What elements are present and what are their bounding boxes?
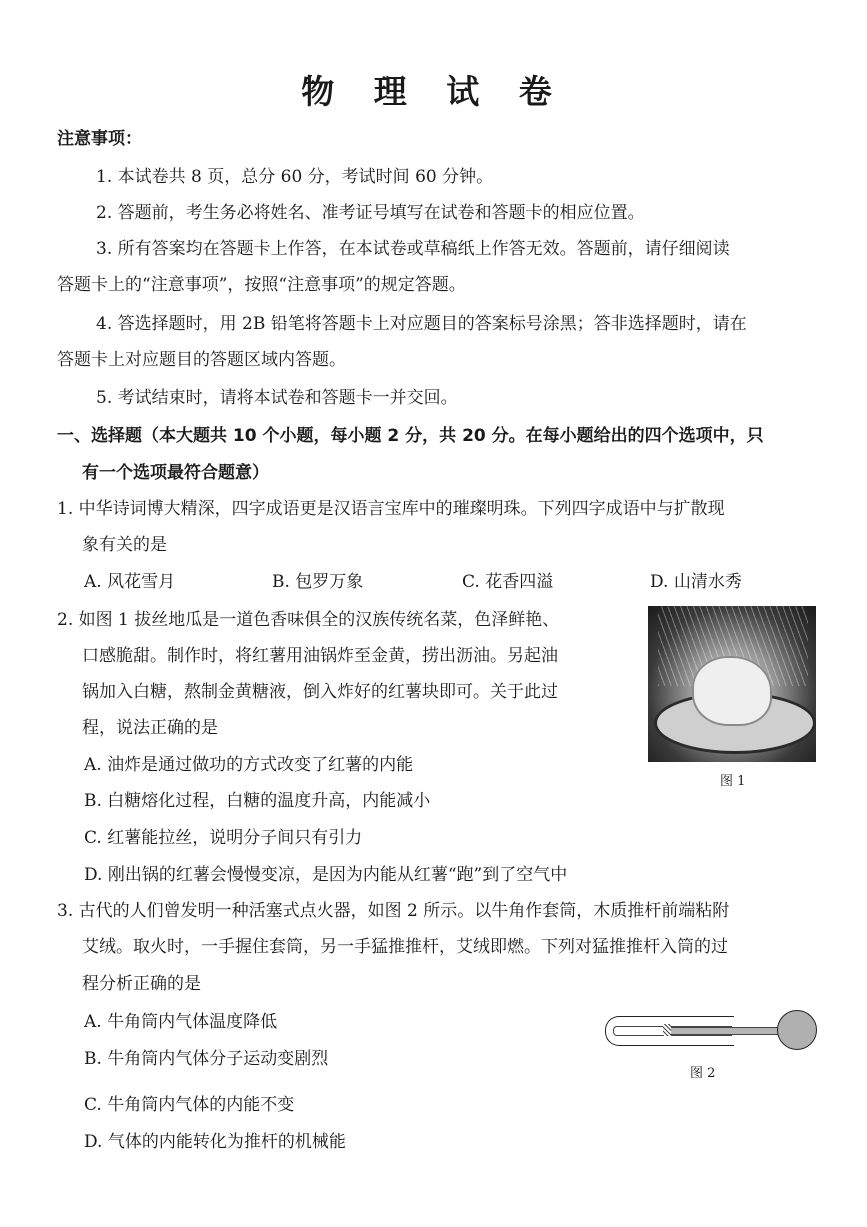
question-2-stem-line-3: 锅加入白糖，熬制金黄糖液，倒入炸好的红薯块即可。关于此过 [82, 682, 558, 702]
notice-heading: 注意事项： [57, 129, 142, 149]
notice-item-5: 5. 考试结束时，请将本试卷和答题卡一并交回。 [96, 388, 458, 408]
question-1-option-d: D. 山清水秀 [650, 572, 742, 592]
section-heading: 一、选择题（本大题共 10 个小题，每小题 2 分，共 20 分。在每小题给出的四个选项中，只 [57, 426, 764, 446]
question-3-stem: 3. 古代的人们曾发明一种活塞式点火器，如图 2 所示。以牛角作套筒，木质推杆前端粘附 [57, 901, 730, 921]
question-3-option-c: C. 牛角筒内气体的内能不变 [84, 1095, 295, 1115]
question-2-option-b: B. 白糖熔化过程，白糖的温度升高，内能减小 [84, 791, 431, 811]
question-2-option-a: A. 油炸是通过做功的方式改变了红薯的内能 [84, 755, 414, 775]
notice-item-4: 4. 答选择题时，用 2B 铅笔将答题卡上对应题目的答案标号涂黑；答非选择题时，请在 [96, 314, 747, 334]
question-3-stem-line-3: 程分析正确的是 [82, 974, 201, 994]
question-1-option-c: C. 花香四溢 [462, 572, 554, 592]
question-3-stem-line-2: 艾绒。取火时，一手握住套筒，另一手猛推推杆，艾绒即燃。下列对猛推推杆入筒的过 [82, 937, 728, 957]
section-heading-cont: 有一个选项最符合题意） [82, 463, 269, 483]
question-1-option-b: B. 包罗万象 [272, 572, 364, 592]
figure-1-image [648, 606, 816, 762]
notice-item-1: 1. 本试卷共 8 页，总分 60 分，考试时间 60 分钟。 [96, 167, 494, 187]
question-2-stem: 2. 如图 1 拔丝地瓜是一道色香味俱全的汉族传统名菜，色泽鲜艳、 [57, 610, 560, 630]
moxa-felt [663, 1024, 671, 1036]
notice-item-2: 2. 答题前，考生务必将姓名、准考证号填写在试卷和答题卡的相应位置。 [96, 203, 645, 223]
figure-2-caption: 图 2 [690, 1066, 716, 1081]
rod-handle [777, 1010, 817, 1050]
question-2-option-d: D. 刚出锅的红薯会慢慢变凉，是因为内能从红薯“跑”到了空气中 [84, 865, 568, 885]
question-2-option-c: C. 红薯能拉丝，说明分子间只有引力 [84, 828, 363, 848]
notice-item-3-cont: 答题卡上的“注意事项”，按照“注意事项”的规定答题。 [57, 275, 466, 295]
page-title: 物 理 试 卷 [301, 72, 566, 111]
question-1-option-a: A. 风花雪月 [84, 572, 176, 592]
question-2-stem-line-2: 口感脆甜。制作时，将红薯用油锅炸至金黄，捞出沥油。另起油 [82, 646, 558, 666]
question-3-option-a: A. 牛角筒内气体温度降低 [84, 1012, 278, 1032]
question-1-stem: 1. 中华诗词博大精深，四字成语更是汉语言宝库中的璀璨明珠。下列四字成语中与扩散现 [57, 499, 725, 519]
question-2-stem-line-4: 程，说法正确的是 [82, 718, 218, 738]
figure-1-caption: 图 1 [720, 774, 746, 789]
question-3-option-b: B. 牛角筒内气体分子运动变剧烈 [84, 1049, 329, 1069]
question-3-option-d: D. 气体的内能转化为推杆的机械能 [84, 1132, 346, 1152]
figure-2-fire-piston-diagram [605, 1010, 820, 1060]
notice-item-3: 3. 所有答案均在答题卡上作答，在本试卷或草稿纸上作答无效。答题前，请仔细阅读 [96, 239, 730, 259]
question-1-stem-cont: 象有关的是 [82, 535, 167, 555]
notice-item-4-cont: 答题卡上对应题目的答题区域内答题。 [57, 350, 346, 370]
